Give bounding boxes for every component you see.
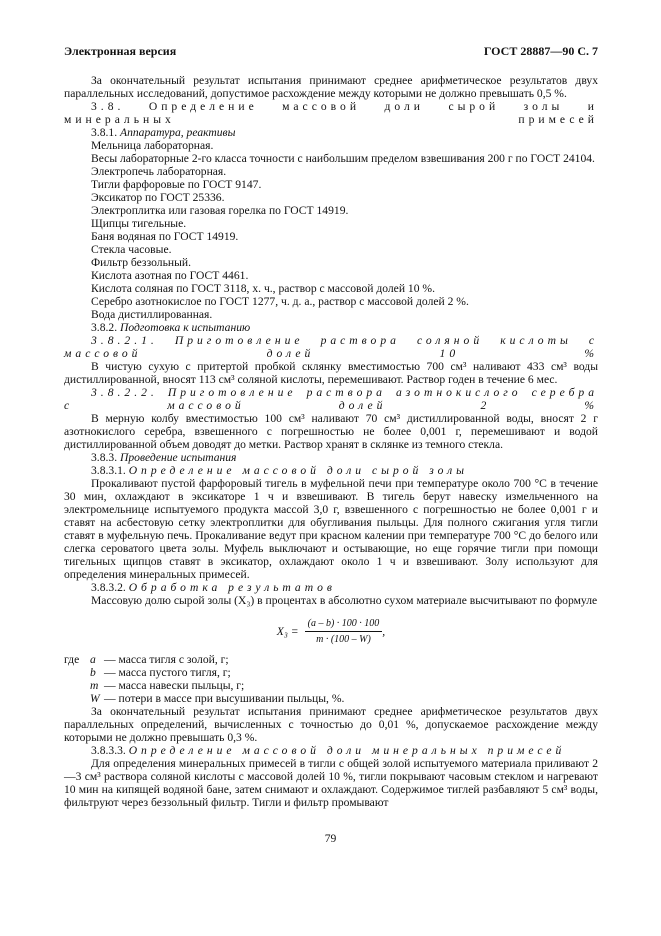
section-number: 3.8.3.1. — [91, 464, 126, 477]
section-title: Подготовка к испытанию — [120, 321, 251, 334]
header-edition-label: Электронная версия — [64, 44, 177, 58]
section-title: Аппаратура, реактивы — [120, 126, 236, 139]
subsection-heading-3-8-3-1 — [64, 464, 598, 477]
list-item: Серебро азотнокислое по ГОСТ 1277, ч. д. а., раствор с массовой долей 2 %. — [91, 295, 469, 308]
formula-fraction — [305, 617, 386, 646]
subsection-heading-3-8-3-3 — [64, 744, 598, 757]
subsection-heading-3-8-2-2: 3.8.2.2. Приготовление раствора азотнокислого серебра с массовой долей 2 % — [64, 386, 598, 412]
list-item: Мельница лабораторная. — [91, 139, 214, 152]
list-item: Электроплитка или газовая горелка по ГОСТ 14919. — [91, 204, 349, 217]
paragraph: Массовую долю сырой золы (X₃) в процентах в абсолютно сухом материале высчитывают по формуле — [91, 594, 598, 607]
formula-numerator: (a – b) · 100 · 100 — [305, 617, 383, 632]
section-heading-3-8: 3.8. Определение массовой доли сырой золы и минеральных примесей — [64, 100, 598, 126]
list-item: Кислота азотная по ГОСТ 4461. — [91, 269, 249, 282]
formula-denominator: m · (100 – W) — [316, 633, 371, 645]
list-item: Фильтр беззольный. — [91, 256, 191, 269]
subsection-heading-3-8-3-2 — [64, 581, 598, 594]
section-title: Определение массовой доли минеральных примесей — [128, 744, 566, 757]
list-item: Электропечь лабораторная. — [91, 165, 227, 178]
formula-lhs: X₃ = — [276, 624, 299, 638]
legend-text: — масса пустого тигля, г; — [104, 666, 231, 679]
list-item: Весы лабораторные 2-го класса точности с наибольшим пределом взвешивания 200 г по ГОСТ 24104. — [91, 152, 595, 165]
section-number: 3.8.1. — [91, 126, 118, 139]
list-item: Щипцы тигельные. — [91, 217, 187, 230]
legend-row — [64, 666, 598, 679]
subsection-heading-3-8-1 — [64, 126, 598, 139]
legend-symbol: b — [90, 666, 96, 679]
list-item: Тигли фарфоровые по ГОСТ 9147. — [91, 178, 262, 191]
legend-symbol: W — [90, 692, 100, 705]
ash-formula — [64, 611, 598, 651]
legend-symbol: m — [90, 679, 99, 692]
paragraph: В чистую сухую с притертой пробкой склянку вместимостью 700 см³ наливают 433 см³ воды дистиллированной, вносят 113 см³ соляной кислоты, перемешивают. Раствор годен в течение 6 мес. — [64, 360, 598, 386]
formula-legend — [64, 653, 598, 705]
paragraph: Для определения минеральных примесей в тигли с общей золой испытуемого материала приливают 2—3 см³ раствора соляной кислоты с массовой долей 10 %, тигли покрывают часовым стеклом и нагревают 10 мин на кипящей водяной бане, затем снимают и охлаждают. Содержимое тиглей разбавляют 5 см³ воды, фильтруют через беззольный фильтр. Тигли и фильтр промывают — [64, 757, 598, 809]
subsection-heading-3-8-3 — [64, 451, 598, 464]
paragraph: Прокаливают пустой фарфоровый тигель в муфельной печи при температуре около 700 °С в течение 30 мин, охлаждают в эксикаторе 1 ч и взвешивают. В тигель берут навеску измельченного на электромельнице испытуемого продукта массой 3,0 г, взвешенного с погрешностью не более 0,001 г и ставят на асбестовую сетку электроплитки для обугливания пыльцы. Для полного сжигания угля тигли ставят в муфельную печь. Прокаливание ведут при красном калении при температуре 700 °С до белого или слегка сероватого цвета золы. Муфель выключают и остывающие, но еще горячие тигли при помощи тигельных щипцов ставят в эксикатор, охлаждают около 1 ч и взвешивают. Золу используют для определения минеральных примесей. — [64, 477, 598, 581]
legend-row — [64, 692, 598, 705]
section-number: 3.8.3.3. — [91, 744, 126, 757]
section-title: Обработка результатов — [128, 581, 336, 594]
legend-row — [64, 653, 598, 666]
section-title: Определение массовой доли сырой золы — [128, 464, 469, 477]
legend-where: где — [64, 653, 80, 666]
document-body — [64, 74, 598, 809]
section-number: 3.8.2. — [91, 321, 118, 334]
list-item: Вода дистиллированная. — [91, 308, 213, 321]
section-number: 3.8.3. — [91, 451, 118, 464]
section-number: 3.8.3.2. — [91, 581, 126, 594]
formula-comma: , — [382, 624, 386, 638]
list-item: Стекла часовые. — [91, 243, 172, 256]
paragraph: За окончательный результат испытания принимают среднее арифметическое результатов двух параллельных определений, вычисленных с точностью до 0,01 %, допускаемое расхождение между которыми не должно превышать 0,3 %. — [64, 705, 598, 744]
section-title: Проведение испытания — [120, 451, 237, 464]
page-number: 79 — [324, 832, 337, 845]
legend-row — [64, 679, 598, 692]
legend-text: — масса тигля с золой, г; — [104, 653, 229, 666]
list-item: Эксикатор по ГОСТ 25336. — [91, 191, 225, 204]
subsection-heading-3-8-2 — [64, 321, 598, 334]
list-item: Кислота соляная по ГОСТ 3118, х. ч., раствор с массовой долей 10 %. — [91, 282, 435, 295]
legend-symbol: a — [90, 653, 96, 666]
paragraph: За окончательный результат испытания принимают среднее арифметическое результатов двух параллельных исследований, допустимое расхождение между которыми не должно превышать 0,5 %. — [64, 74, 598, 100]
header-standard-page: ГОСТ 28887—90 С. 7 — [483, 44, 598, 58]
legend-text: — масса навески пыльцы, г; — [104, 679, 245, 692]
legend-text: — потери в массе при высушивании пыльцы, %. — [104, 692, 345, 705]
subsection-heading-3-8-2-1: 3.8.2.1. Приготовление раствора соляной кислоты с массовой долей 10 % — [64, 334, 598, 360]
paragraph: В мерную колбу вместимостью 100 см³ наливают 70 см³ дистиллированной воды, вносят 2 г азотнокислого серебра, взвешенного с погрешностью не более 0,001 г, перемешивают и водой дистиллированной объем доводят до метки. Раствор хранят в склянке из темного стекла. — [64, 412, 598, 451]
list-item: Баня водяная по ГОСТ 14919. — [91, 230, 239, 243]
